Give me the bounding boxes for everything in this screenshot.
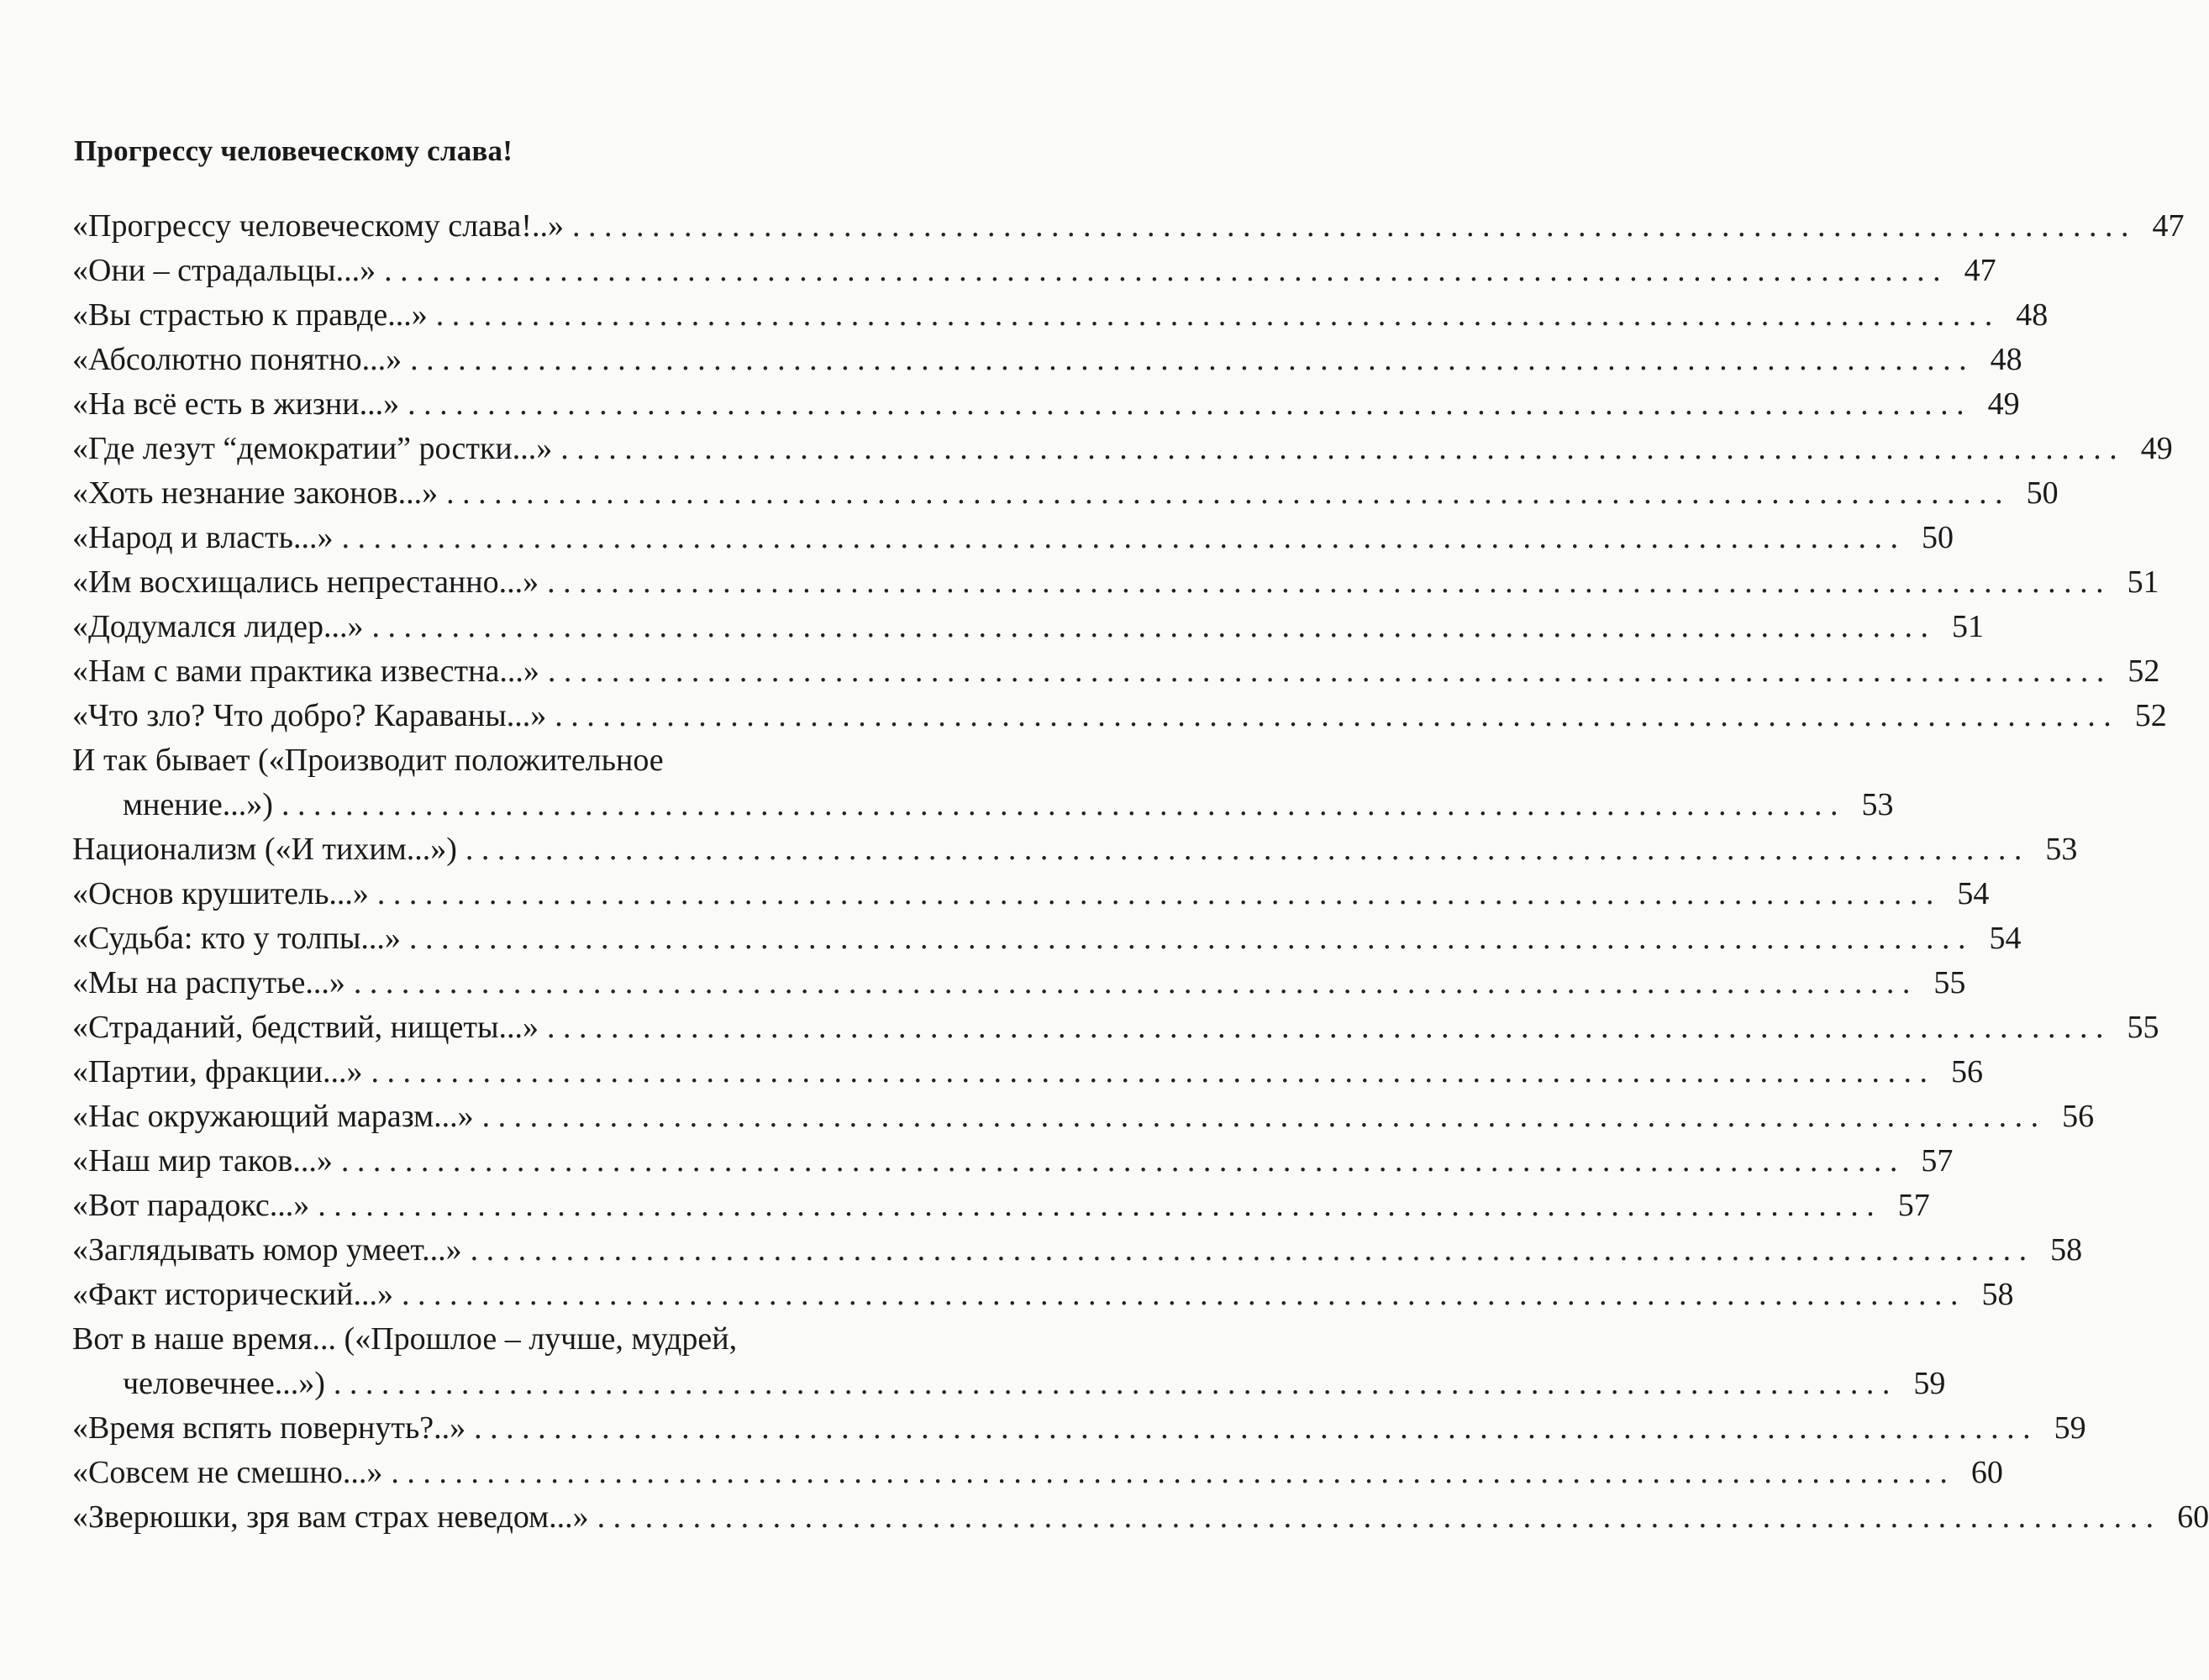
entry-title: «Что зло? Что добро? Караваны...» [72,698,547,733]
entry-title: «Им восхищались непрестанно...» [72,564,539,600]
toc-entry [72,516,1954,560]
dot-leader [410,338,1967,382]
entry-title: «Додумался лидер...» [72,609,364,644]
toc-entry [72,1406,2086,1451]
toc-entry [72,694,2167,738]
dot-leader [371,605,1928,649]
toc-entry [72,427,2173,471]
entry-title: И так бывает («Производит положительное [72,743,664,778]
dot-leader [408,382,1964,427]
toc-entry-multiline [72,1317,1946,1406]
entry-title: «Мы на распутье...» [72,965,345,1000]
dot-leader [465,827,2022,872]
toc-entry [72,649,2160,694]
entry-title: «Они – страдальцы...» [72,253,376,288]
toc-entry [72,916,2022,961]
dot-leader [471,1228,2028,1273]
entry-page-number: 57 [1897,1188,1930,1223]
toc-entry [72,872,1990,916]
toc-entry [72,382,2020,427]
table-of-contents [72,204,2209,1540]
dot-leader [334,1362,1891,1406]
section-title: Прогрессу человеческому слава! [74,134,513,167]
dot-leader [377,872,1934,916]
toc-entry [72,1050,1984,1095]
entry-page-number: 48 [2016,297,2049,333]
entry-page-number: 57 [1921,1143,1954,1179]
dot-leader [436,293,1993,338]
entry-title: «Наш мир таков...» [72,1143,333,1179]
entry-title: «Нам с вами практика известна...» [72,654,539,689]
entry-page-number: 56 [2062,1099,2095,1134]
toc-entry [72,471,2059,516]
entry-page-number: 60 [2177,1499,2209,1535]
dot-leader [482,1095,2039,1139]
entry-page-number: 59 [2054,1410,2086,1446]
toc-entry [72,961,1966,1005]
entry-title: «Вы страстью к правде...» [72,297,428,333]
entry-title: «Совсем не смешно...» [72,1455,383,1490]
entry-title: «Зверюшки, зря вам страх неведом...» [72,1499,589,1535]
dot-leader [384,249,1941,293]
dot-leader [572,204,2129,249]
entry-page-number: 52 [2127,654,2160,689]
entry-page-number: 55 [1933,965,1966,1000]
entry-page-number: 49 [2140,431,2173,466]
entry-page-number: 54 [1957,876,1990,911]
dot-leader [354,961,1911,1005]
dot-leader [341,516,1898,560]
entry-page-number: 59 [1913,1366,1946,1401]
entry-page-number: 54 [1989,921,2022,956]
dot-leader [446,471,2003,516]
entry-title-continuation: человечнее...») [123,1366,325,1401]
entry-page-number: 53 [2045,832,2078,867]
toc-entry [72,204,2185,249]
dot-leader [409,916,1966,961]
toc-entry [72,560,2159,605]
entry-title: «Нас окружающий маразм...» [72,1099,474,1134]
entry-page-number: 48 [1990,342,2022,377]
toc-entry [72,1273,2014,1317]
entry-title-continuation: мнение...») [123,787,273,822]
entry-title: Вот в наше время... («Прошлое – лучше, мудрей, [72,1321,738,1357]
entry-page-number: 53 [1861,787,1894,822]
dot-leader [341,1139,1898,1184]
toc-entry [72,1095,2095,1139]
entry-page-number: 50 [1921,520,1954,555]
toc-entry-multiline [72,738,1894,827]
toc-entry [72,1184,1930,1228]
entry-title: «Народ и власть...» [72,520,334,555]
entry-title: «Заглядывать юмор умеет...» [72,1232,462,1268]
entry-title: «Судьба: кто у толпы...» [72,921,401,956]
dot-leader [597,1495,2154,1540]
entry-title: Национализм («И тихим...») [72,832,457,867]
entry-title: «Прогрессу человеческому слава!..» [72,208,564,244]
dot-leader [548,649,2105,694]
entry-title: «На всё есть в жизни...» [72,386,400,422]
dot-leader [318,1184,1875,1228]
entry-page-number: 58 [2050,1232,2083,1268]
dot-leader [555,694,2112,738]
toc-entry [72,338,2022,382]
toc-entry [72,605,1984,649]
entry-title: «Время вспять повернуть?..» [72,1410,466,1446]
dot-leader [547,560,2104,605]
entry-title: «Где лезут “демократии” ростки...» [72,431,553,466]
toc-entry [72,249,1996,293]
entry-page-number: 47 [1964,253,1996,288]
dot-leader [281,783,1838,827]
dot-leader [391,1451,1948,1495]
toc-entry [72,293,2049,338]
entry-page-number: 58 [1981,1277,2014,1312]
entry-page-number: 56 [1951,1054,1984,1089]
entry-page-number: 55 [2127,1010,2159,1045]
dot-leader [474,1406,2031,1451]
entry-page-number: 47 [2152,208,2185,244]
toc-entry [72,827,2078,872]
entry-title: «Хоть незнание законов...» [72,475,439,511]
entry-title: «Абсолютно понятно...» [72,342,402,377]
toc-entry [72,1228,2083,1273]
entry-page-number: 52 [2134,698,2167,733]
entry-page-number: 60 [1970,1455,2003,1490]
entry-title: «Основ крушитель...» [72,876,369,911]
entry-page-number: 50 [2026,475,2059,511]
entry-title: «Вот парадокс...» [72,1188,310,1223]
toc-entry [72,1139,1954,1184]
dot-leader [547,1005,2104,1050]
toc-entry [72,1005,2159,1050]
dot-leader [371,1050,1928,1095]
entry-page-number: 49 [1987,386,2020,422]
entry-page-number: 51 [2127,564,2159,600]
toc-entry [72,1451,2003,1495]
entry-page-number: 51 [1951,609,1984,644]
toc-entry [72,1495,2209,1540]
dot-leader [560,427,2117,471]
entry-title: «Факт исторический...» [72,1277,394,1312]
dot-leader [402,1273,1959,1317]
entry-title: «Страданий, бедствий, нищеты...» [72,1010,539,1045]
entry-title: «Партии, фракции...» [72,1054,363,1089]
